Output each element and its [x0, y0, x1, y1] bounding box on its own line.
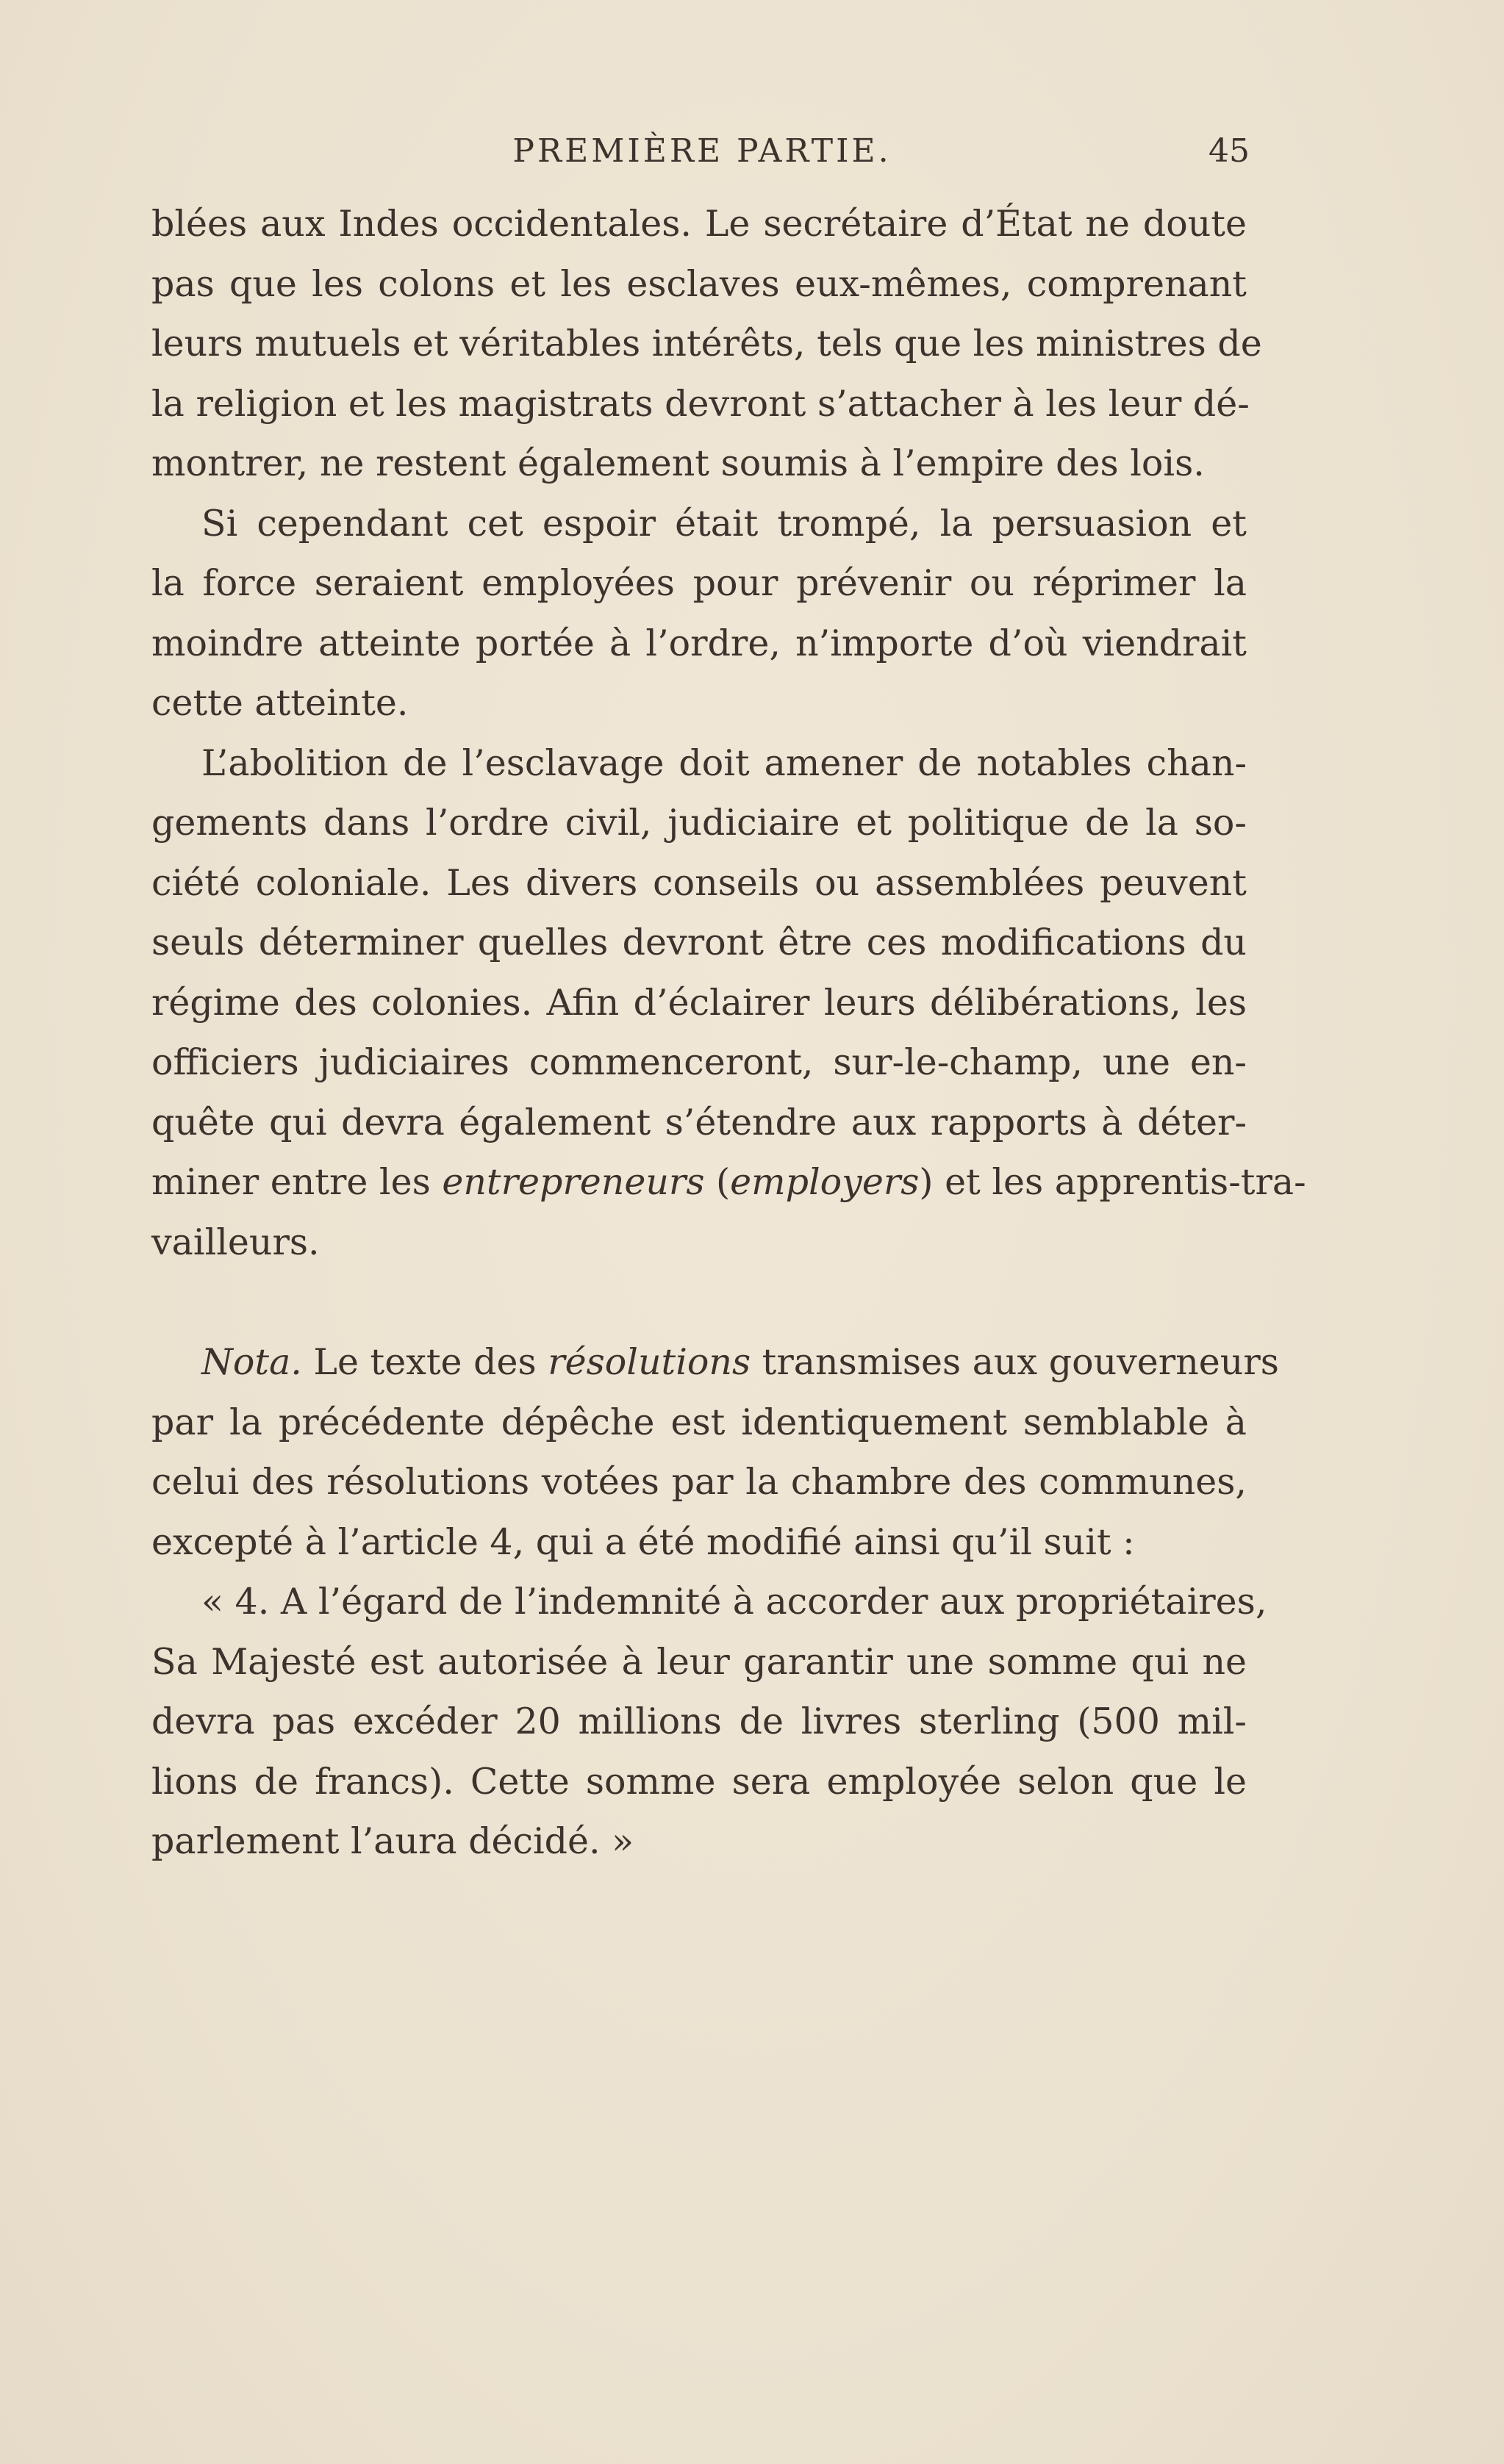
text-line: « 4. A l’égard de l’indemnité à accorder aux propriétaires, [201, 1581, 1267, 1623]
paragraph-hope [151, 494, 1247, 733]
text-line: régime des colonies. Afin d’éclairer leurs délibérations, les [151, 981, 1247, 1024]
text-line: ciété coloniale. Les divers conseils ou assemblées peuvent [151, 861, 1247, 904]
quoted-article [151, 1572, 1267, 1872]
nota-paragraph [151, 1332, 1279, 1572]
nota-label: Nota. [201, 1341, 302, 1383]
text-line: leurs mutuels et véritables intérêts, tels que les ministres de [151, 323, 1262, 364]
text-line: la religion et les magistrats devront s’attacher à les leur dé- [151, 382, 1250, 425]
text-line: celui des résolutions votées par la chambre des communes, [151, 1461, 1247, 1503]
text-line: devra pas excéder 20 millions de livres sterling (500 mil- [151, 1700, 1247, 1742]
page-header [154, 132, 1250, 176]
section-gap [151, 1272, 1247, 1332]
text-line: miner entre les entrepreneurs (employers) et les apprentis-tra- [151, 1161, 1306, 1203]
text-line: vailleurs. [151, 1221, 320, 1263]
text-line: pas que les colons et les esclaves eux-mêmes, comprenant [151, 262, 1247, 305]
text-line: gements dans l’ordre civil, judiciaire et politique de la so- [151, 802, 1247, 844]
text-line: lions de francs). Cette somme sera employée selon que le [151, 1760, 1247, 1803]
page-number: 45 [1208, 132, 1250, 170]
text-line: cette atteinte. [151, 682, 409, 724]
text-line: excepté à l’article 4, qui a été modifié ainsi qu’il suit : [151, 1520, 1135, 1563]
text-line: blées aux Indes occidentales. Le secrétaire d’État ne doute [151, 203, 1247, 245]
text-line: Si cependant cet espoir était trompé, la persuasion et [201, 502, 1247, 545]
text-line: seuls déterminer quelles devront être ces modifications du [151, 922, 1247, 963]
paragraph-continuation [151, 194, 1262, 494]
running-title: PREMIÈRE PARTIE. [512, 132, 892, 170]
text-line: la force seraient employées pour prévenir ou réprimer la [151, 562, 1247, 604]
text-line: Nota. Le texte des résolutions transmises aux gouverneurs [201, 1341, 1279, 1383]
text-line: officiers judiciaires commenceront, sur-le-champ, une en- [151, 1041, 1247, 1083]
text-line: montrer, ne restent également soumis à l’empire des lois. [151, 442, 1205, 484]
body-text [151, 194, 1306, 1872]
paragraph-abolition [151, 733, 1306, 1273]
text-line: par la précédente dépêche est identiquement semblable à [151, 1401, 1247, 1443]
text-line: quête qui devra également s’étendre aux rapports à déter- [151, 1101, 1247, 1143]
text-line: L’abolition de l’esclavage doit amener de notables chan- [201, 741, 1247, 784]
text-line: parlement l’aura décidé. » [151, 1820, 634, 1862]
text-line: Sa Majesté est autorisée à leur garantir une somme qui ne [151, 1640, 1247, 1683]
text-line: moindre atteinte portée à l’ordre, n’importe d’où viendrait [151, 622, 1247, 664]
